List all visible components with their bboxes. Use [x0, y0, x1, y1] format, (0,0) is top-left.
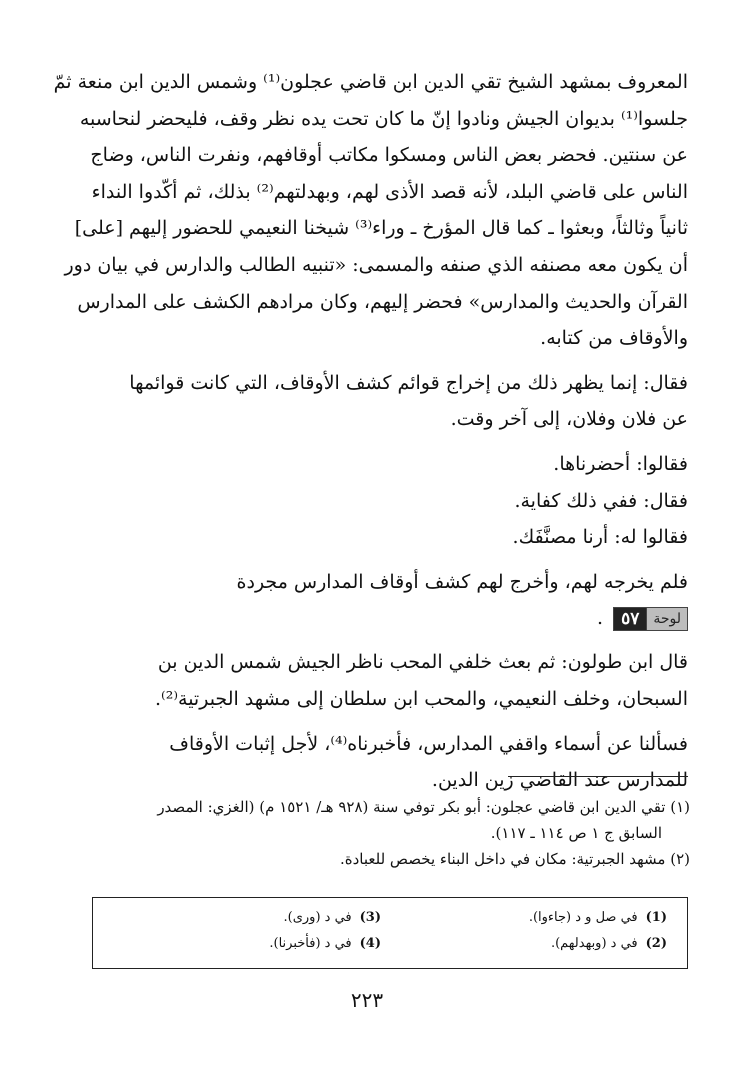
- plate-number: ٥٧: [614, 608, 646, 630]
- paragraph-7: [92, 644, 688, 717]
- text-line: فلم يخرجه لهم، وأخرج لهم كشف أوقاف المدارس مجردة: [236, 570, 688, 593]
- paragraph-1: [53, 64, 688, 357]
- paragraph-5: [92, 519, 688, 556]
- variant-number: (4): [359, 936, 381, 951]
- text-line: السبحان، وخلف النعيمي، والمحب ابن سلطان إلى مشهد الجبرتية⁽²⁾.: [155, 687, 688, 710]
- footnote-2: (٢) مشهد الجبرتية: مكان في داخل البناء يخصص للعبادة.: [339, 850, 690, 868]
- text-line: قال ابن طولون: ثم بعث خلفي المحب ناظر الجيش شمس الدين بن: [157, 651, 688, 674]
- paragraph-8: [92, 726, 688, 799]
- footnotes: [92, 794, 690, 872]
- text-line: القرآن والحديث والمدارس» فحضر إليهم، وكان مرادهم الكشف على المدارس: [77, 290, 688, 313]
- variant-text: في د (ورى).: [283, 910, 352, 925]
- text-line: للمدارس عند القاضي زين الدين.: [431, 769, 688, 792]
- text-line: أن يكون معه مصنفه الذي صنفه والمسمى: «تنبيه الطالب والدارس في بيان دور: [64, 253, 688, 276]
- text-line: الناس على قاضي البلد، لأنه قصد الأذى لهم، وبهدلتهم⁽²⁾ بذلك، ثم أكّدوا النداء: [91, 180, 688, 203]
- footnote-1: (١) تقي الدين ابن قاضي عجلون: أبو بكر توفي سنة (٩٢٨ هـ/ ١٥٢١ م) (الغزي: المصدر: [157, 798, 690, 816]
- paragraph-6: [92, 564, 688, 637]
- variant-number: (3): [359, 910, 381, 925]
- variant-note-2: [551, 936, 667, 951]
- manuscript-variants-box: [92, 897, 688, 969]
- text-line: فقالوا له: أرنا مصنَّفَك.: [512, 526, 688, 549]
- text-line: عن فلان وفلان، إلى آخر وقت.: [450, 408, 688, 431]
- text-line: فقال: إنما يظهر ذلك من إخراج قوائم كشف الأوقاف، التي كانت قوائمها: [129, 371, 688, 394]
- page-number: ٢٢٣: [350, 988, 384, 1012]
- footnote-1-continued: السابق ج ١ ص ١١٤ ـ ١١٧).: [490, 824, 662, 842]
- variant-note-4: [269, 936, 381, 951]
- variant-number: (1): [645, 910, 667, 925]
- variant-text: في د (فأخبرنا).: [269, 936, 352, 951]
- text-line: فقال: ففي ذلك كفاية.: [514, 489, 688, 512]
- text-line: جلسوا⁽¹⁾ بديوان الجيش ونادوا إنّ ما كان تحت يده نظر وقف، فليحضر لنحاسبه: [79, 107, 688, 130]
- text-line: المعروف بمشهد الشيخ تقي الدين ابن قاضي عجلون⁽¹⁾ وشمس الدين ابن منعة ثمّ: [53, 71, 688, 93]
- main-text: [53, 64, 688, 799]
- variant-text: في صل و د (جاءوا).: [528, 910, 638, 925]
- plate-label: لوحة: [646, 608, 687, 630]
- text-line: فقالوا: أحضرناها.: [553, 452, 688, 475]
- variant-note-1: [529, 910, 667, 925]
- paragraph-2: [92, 365, 688, 438]
- text-line: فسألنا عن أسماء واقفي المدارس، فأخبرناه⁽⁴⁾، لأجل إثبات الأوقاف: [169, 732, 688, 755]
- footnote-divider: [508, 776, 688, 777]
- variant-text: في د (وبهدلهم).: [550, 936, 638, 951]
- text-line: ثانياً وثالثاً، وبعثوا ـ كما قال المؤرخ ـ وراء⁽³⁾ شيخنا النعيمي للحضور إليهم [على]: [74, 217, 688, 240]
- plate-marker-line: [92, 600, 688, 636]
- plate-marker: [613, 607, 688, 631]
- paragraph-3: [92, 446, 688, 483]
- text-line: عن سنتين. فحضر بعض الناس ومسكوا مكاتب أوقافهم، ونفرت الناس، وضاج: [90, 144, 688, 167]
- paragraph-4: [92, 483, 688, 520]
- variant-note-3: [284, 910, 381, 925]
- plate-dot: .: [596, 607, 604, 630]
- variant-number: (2): [645, 936, 667, 951]
- text-line: والأوقاف من كتابه.: [540, 327, 688, 350]
